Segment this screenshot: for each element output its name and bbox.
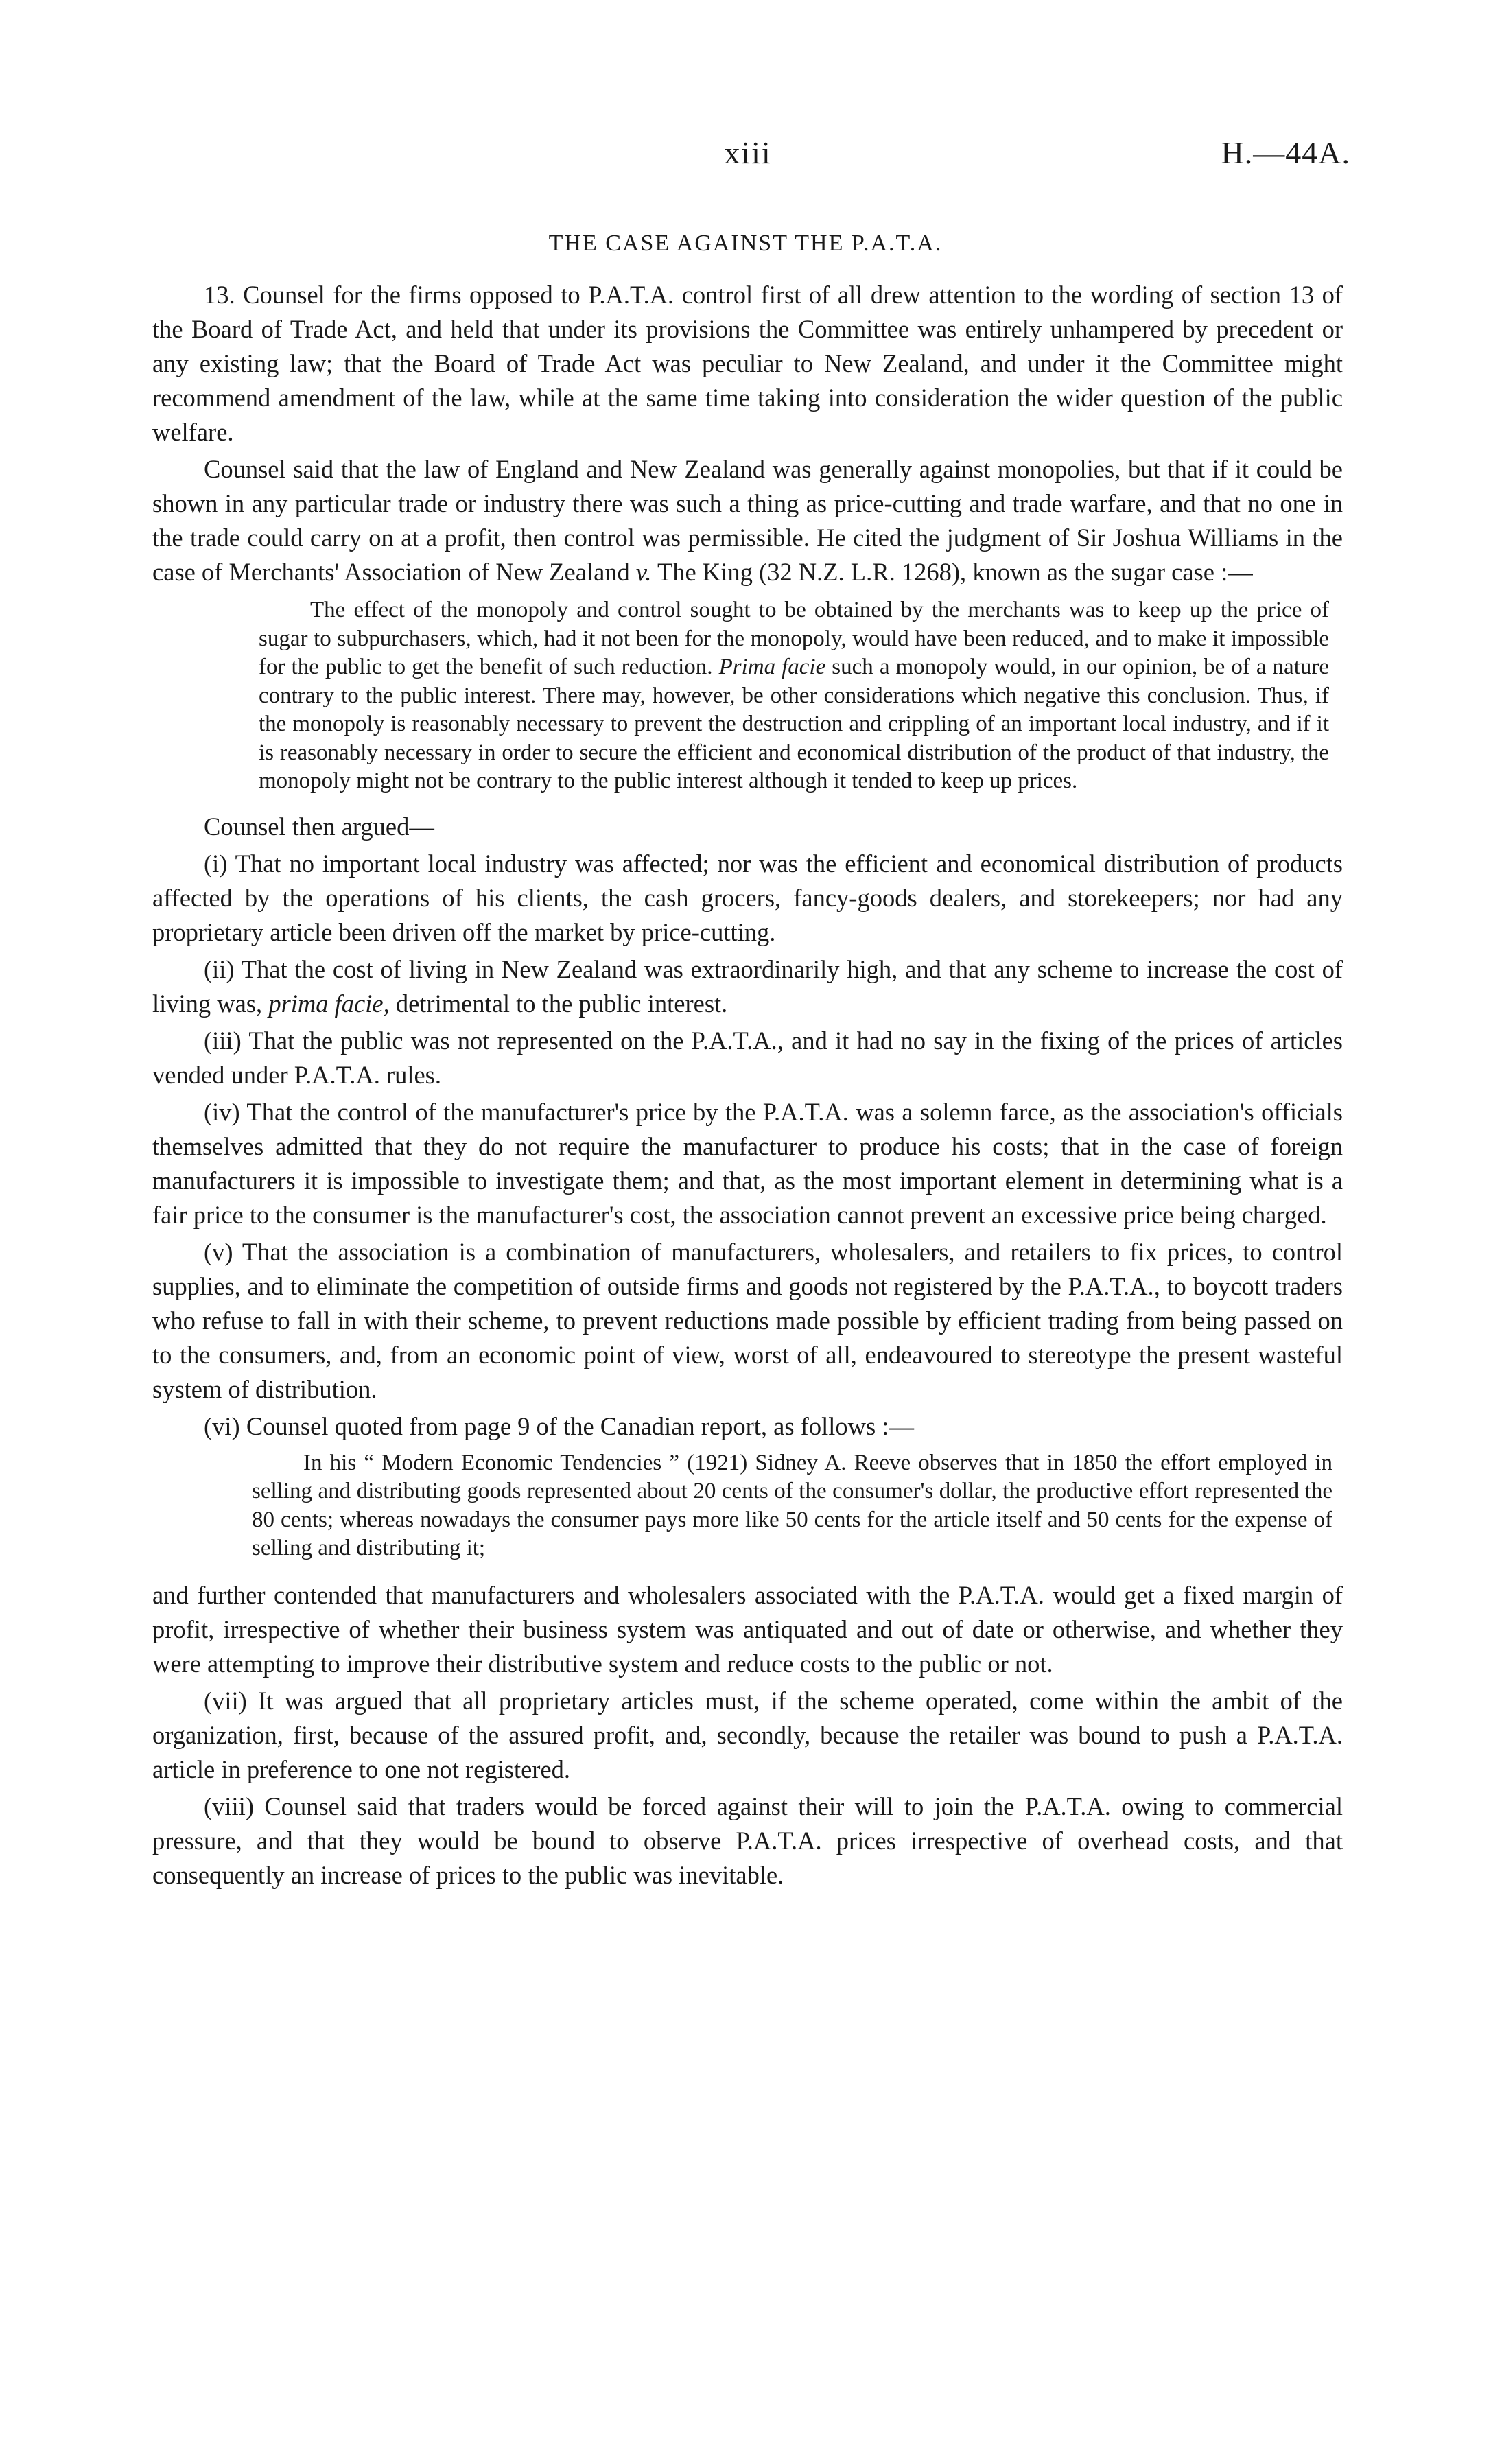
body-text — [152, 278, 1343, 1895]
block-quote-canadian-report: In his “ Modern Economic Tendencies ” (1921) Sidney A. Reeve observes that in 1850 the effort employed in selling and distributing goods represented about 20 cents of the consumer's dollar, the productive effort represented the 80 cents; whereas nowadays the consumer pays more like 50 cents for the article itself and 50 cents for the expense of selling and distributing it; — [252, 1450, 1332, 1560]
paragraph-counsel-argued: Counsel then argued— — [204, 812, 434, 841]
document-reference: H.—44A. — [1221, 135, 1350, 170]
argument-item-vii: (vii) It was argued that all proprietary articles must, if the scheme operated, come within the ambit of the organization, first, because of the assured profit, and, secondly, because the retailer was bound to push a P.A.T.A. article in preference to one not registered. — [152, 1686, 1343, 1783]
quote-text-end: such a monopoly would, in our opinion, be of a nature contrary to the public interest. There may, however, be other considerations which negative this conclusion. Thus, if the monopoly is reasonably necessary to prevent the destruction and crippling of an important local industry, and if it is reasonably necessary in order to secure the efficient and economical distribution of the product of that industry, the monopoly might not be contrary to the public interest although it tended to keep up prices. — [259, 655, 1330, 793]
quote-italic-prima-facie: Prima facie — [718, 655, 826, 679]
argument-item-iii: (iii) That the public was not represented on the P.A.T.A., and it had no say in the fixing of the prices of articles vended under P.A.T.A. rules. — [152, 1026, 1343, 1089]
paragraph-13: 13. Counsel for the firms opposed to P.A.T.A. control first of all drew attention to the wording of section 13 of the Board of Trade Act, and held that under its provisions the Committee was entirely unhampered by precedent or any existing law; that the Board of Trade Act was peculiar to New Zealand, and under it the Committee might recommend amendment of the law, while at the same time taking into consideration the wider question of the public welfare. — [152, 281, 1343, 446]
argument-item-vi: (vi) Counsel quoted from page 9 of the Canadian report, as follows :— — [204, 1411, 914, 1440]
paragraph-law-monopolies — [152, 452, 1343, 589]
item-ii-text-end: detrimental to the public interest. — [389, 989, 728, 1018]
argument-item-v: (v) That the association is a combination of manufacturers, wholesalers, and retailers to fix prices, to control supplies, and to eliminate the competition of outside firms and goods not registered by the P.A.T.A., to boycott traders who refuse to fall in with their scheme, to prevent reductions made possible by efficient trading from being passed on to the consumers, and, from an economic point of view, worst of all, endeavoured to stereotype the present wasteful system of distribution. — [152, 1237, 1343, 1403]
item-ii-italic: prima facie, — [268, 989, 390, 1018]
section-title: THE CASE AGAINST THE P.A.T.A. — [548, 231, 943, 256]
paragraph-law-text-start: Counsel said that the law of England and New Zealand was generally against monopolies, but that if it could be shown in any particular trade or industry there was such a thing as price-cutting and trade warfare, and that no one in the trade could carry on at a profit, then control was permissible. He cited the judgment of Sir Joshua Williams in the case of Merchants' Association of New Zealand — [152, 455, 1343, 586]
block-quote-sugar-case — [259, 596, 1329, 796]
argument-item-iv: (iv) That the control of the manufacturer's price by the P.A.T.A. was a solemn farce, as the association's officials themselves admitted that they do not require the manufacturer to produce his costs; that in the case of foreign manufacturers it is impossible to investigate them; and that, as the most important element in determining what is a fair price to the consumer is the manufacturer's cost, the association cannot prevent an excessive price being charged. — [152, 1097, 1343, 1229]
page-number: xiii — [724, 135, 772, 170]
argument-item-ii — [152, 952, 1343, 1021]
paragraph-law-text-end: The King (32 N.Z. L.R. 1268), known as the sugar case :— — [651, 558, 1253, 586]
argument-item-viii: (viii) Counsel said that traders would be forced against their will to join the P.A.T.A. owing to commercial pressure, and that they would be bound to observe P.A.T.A. prices irrespective of overhead costs, and that consequently an increase of prices to the public was inevitable. — [152, 1792, 1343, 1889]
item-ii-text-start: (ii) That the cost of living in New Zealand was extraordinarily high, and that any scheme to increase the cost of living was, — [152, 954, 1343, 1018]
paragraph-further-contended: and further contended that manufacturers and wholesalers associated with the P.A.T.A. would get a fixed margin of profit, irrespective of whether their business system was antiquated and out of date or otherwise, and whether they were attempting to improve their distributive system and reduce costs to the public or not. — [152, 1580, 1343, 1678]
quote-text-start: The effect of the monopoly and control sought to be obtained by the merchants was to keep up the price of sugar to subpurchasers, which, had it not been for the monopoly, would have been reduced, and to make it impossible for the public to get the benefit of such reduction. — [259, 598, 1329, 679]
argument-item-i: (i) That no important local industry was affected; nor was the efficient and economical distribution of products affected by the operations of his clients, the cash grocers, fancy-goods dealers, and storekeepers; nor had any proprietary article been driven off the market by price-cutting. — [152, 849, 1343, 946]
versus-abbreviation: v. — [635, 558, 652, 586]
